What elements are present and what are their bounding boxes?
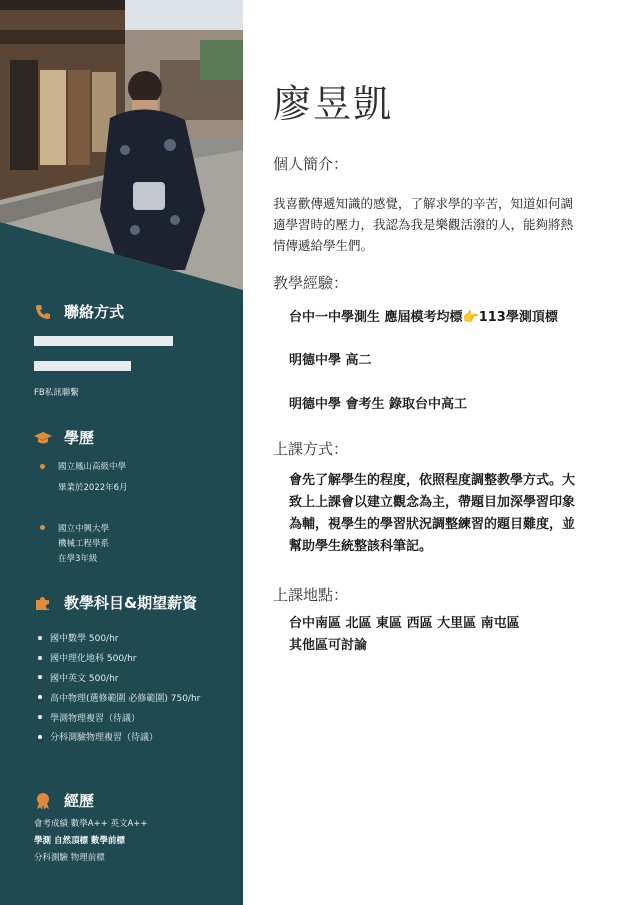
education-bullet: [40, 464, 45, 469]
education-heading: [34, 427, 94, 448]
location-line: 台中南區 北區 東區 西區 大里區 南屯區: [289, 616, 520, 631]
subject-item: 國中英文 500/hr: [38, 668, 200, 688]
location-line: 其他區可討論: [289, 638, 368, 653]
subject-item: 國中理化地科 500/hr: [38, 648, 200, 668]
education-detail: 機械工程學系: [58, 539, 110, 549]
subjects-list: [38, 628, 200, 747]
teaching-experience-item: 明德中學 會考生 錄取台中高工: [289, 397, 468, 412]
teaching-experience-item: 台中一中學測生 應屆模考均標👉113學測頂標: [289, 310, 558, 325]
class-method-line: 為輔，視學生的學習狀況調整練習的題目難度，並: [289, 517, 576, 532]
award-icon: [34, 792, 52, 810]
candidate-name: 廖昱凱: [273, 82, 394, 126]
education-detail: 畢業於2022年6月: [58, 483, 128, 493]
phone-icon: [34, 303, 52, 321]
experience-heading: [34, 790, 94, 811]
graduation-cap-icon: [34, 429, 52, 447]
education-school: 國立中興大學: [58, 524, 110, 534]
redacted-contact-line-1: [34, 336, 173, 346]
contact-note: FB私訊聯繫: [34, 388, 79, 398]
subject-item: 學測物理複習（待議）: [38, 707, 200, 727]
class-method-line: 會先了解學生的程度，依照程度調整教學方式。大: [289, 473, 576, 488]
experience-line: 學測 自然頂標 數學前標: [34, 836, 125, 846]
education-title: 學歷: [64, 429, 95, 447]
subject-item: 分科測驗物理複習（待議）: [38, 727, 200, 747]
class-method-line: 致上上課會以建立觀念為主，帶題目加深學習印象: [289, 495, 576, 510]
redacted-contact-line-2: [34, 361, 131, 371]
subject-item: 國中數學 500/hr: [38, 628, 200, 648]
education-bullet: [40, 525, 45, 530]
intro-line: 情傳遞給學生們。: [273, 238, 374, 253]
experience-line: 會考成績 數學A++ 英文A++: [34, 819, 148, 829]
subject-item: 高中物理(選修範圍 必修範圍) 750/hr: [38, 687, 200, 707]
experience-line: 分科測驗 物理前標: [34, 853, 105, 863]
subjects-title: 教學科目&期望薪資: [64, 594, 198, 612]
portrait-photo: [0, 0, 243, 290]
experience-title: 經歷: [64, 792, 95, 810]
contact-heading: [34, 301, 124, 322]
intro-text: [273, 193, 573, 256]
location-heading: 上課地點：: [273, 586, 349, 604]
class-method-line: 幫助學生統整該科筆記。: [289, 539, 433, 554]
intro-heading: 個人簡介：: [273, 155, 349, 173]
subjects-heading: [34, 592, 197, 613]
class-method-text: [289, 470, 575, 558]
class-method-heading: 上課方式：: [273, 440, 349, 458]
intro-line: 適學習時的壓力，我認為我是樂觀活潑的人，能夠將熱: [273, 217, 574, 232]
puzzle-icon: [34, 594, 52, 612]
sidebar: [0, 0, 243, 905]
contact-title: 聯絡方式: [64, 303, 125, 321]
teaching-experience-heading: 教學經驗：: [273, 274, 349, 292]
location-text: [289, 613, 520, 657]
intro-line: 我喜歡傳遞知識的感覺，了解求學的辛苦，知道如何調: [273, 196, 574, 211]
education-school: 國立鳳山高級中學: [58, 462, 127, 472]
education-detail: 在學3年級: [58, 554, 98, 564]
teaching-experience-item: 明德中學 高二: [289, 353, 372, 368]
